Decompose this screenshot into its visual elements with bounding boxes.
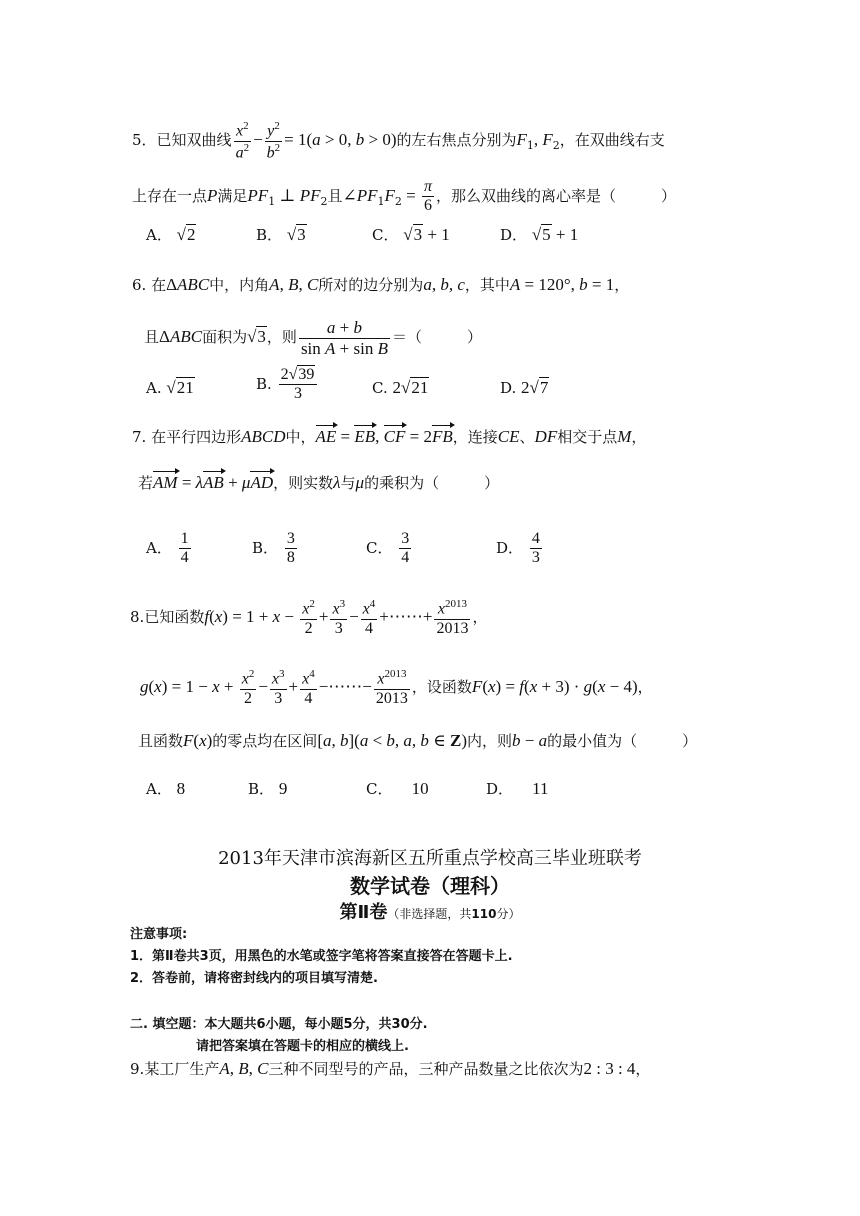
- q6-option-c: C. 2√21: [372, 378, 429, 397]
- q8-option-a: A． 8: [146, 779, 186, 798]
- q5-line2: 上存在一点P满足$PF_1$ ⊥ $PF_2$且$\angle PF_1F_2$ = $\frac{\pi}{6}$ ，那么双曲线的离心率是（ ）: [132, 178, 677, 215]
- q8-option-c: C． 10: [366, 779, 429, 798]
- q7-option-a: A． $\frac{1}{4}$: [146, 530, 189, 567]
- section-2-heading: 二. 填空题：本大题共6小题，每小题5分，共30分.: [130, 1017, 428, 1032]
- notice-title: 注意事项:: [130, 927, 188, 942]
- exam-title: 2013年天津市滨海新区五所重点学校高三毕业班联考: [218, 848, 642, 869]
- q5-option-d: D． √5 + 1: [500, 225, 579, 244]
- subject-title: 数学试卷（理科）: [350, 874, 510, 898]
- q6-frac: $\frac{a + b}{\text{sin A + sin B}}$: [300, 318, 388, 358]
- q5-frac-pi6: $\frac{\pi}{6}$: [424, 178, 433, 215]
- q6-option-b: B. $\frac{2√39}{3}$: [256, 366, 319, 404]
- notice-1: 1．第Ⅱ卷共3页，用黑色的水笔或签字笔将答案直接答在答题卡上.: [130, 949, 513, 964]
- q5-frac-y2b2: $\frac{y^2}{b^2}$: [266, 120, 281, 162]
- q7-line1: 7. 在平行四边形ABCD中，AE = EB, CF = 2FB，连接CE、DF相交于点M，: [132, 427, 647, 446]
- q8-line3: 且函数F(x)的零点均在区间[a, b](a < b, a, b ∈ Z)内，则b − a的最小值为（ ）: [138, 731, 698, 750]
- q8-option-d: D． 11: [486, 779, 549, 798]
- q7-option-c: C． $\frac{3}{4}$: [366, 530, 410, 567]
- q6-option-d: D. 2√7: [500, 378, 549, 397]
- q6-line1: 6. 在ΔABC中，内角A, B, C所对的边分别为a, b, c，其中A = 120°, b = 1，: [132, 275, 630, 294]
- q5-option-c: C． √3 + 1: [372, 225, 450, 244]
- q5-option-a: A． √2: [146, 225, 196, 244]
- q5-line1: 5．已知双曲线 $\frac{x^2}{a^2}$ − $\frac{y^2}{b^2}$ = 1(a > 0, b > 0)的左右焦点分别为$F_1$, $F_2$，在双曲线右支: [132, 120, 665, 162]
- q6-line2: 且ΔABC面积为√3，则 $\frac{a + b}{\text{sin A + sin B}}$ ＝（ ）: [144, 318, 483, 358]
- q7-option-b: B． $\frac{3}{8}$: [252, 530, 295, 567]
- q9-line1: 9.某工厂生产A, B, C三种不同型号的产品，三种产品数量之比依次为2 : 3 : 4，: [130, 1059, 651, 1078]
- q5-frac-x2a2: $\frac{x^2}{a^2}$: [235, 120, 250, 162]
- q6-option-a: A. √21: [146, 378, 194, 397]
- q7-line2: 若AM = λAB + μAD，则实数λ与μ的乘积为（ ）: [138, 473, 500, 492]
- q5-option-b: B． √3: [256, 225, 306, 244]
- section-2-instruction: 请把答案填在答题卡的相应的横线上.: [196, 1039, 409, 1054]
- q8-line1: 8.已知函数f(x) = 1 + x − $\frac{x^2}{2}$ + $\frac{x^3}{3}$ − $\frac{x^4}{4}$ +⋯⋯+ $\frac{x^{2013}}{2013}$ ，: [130, 598, 488, 637]
- q8-line2: g(x) = 1 − x + $\frac{x^2}{2}$ − $\frac{x^3}{3}$ + $\frac{x^4}{4}$ −⋯⋯− $\frac{x^{2013}}{2013}$ ，设函数F(x) = f(x + 3) · g(x − 4)，: [140, 668, 653, 707]
- q8-option-b: B． 9: [248, 779, 288, 798]
- notice-2: 2．答卷前，请将密封线内的项目填写清楚.: [130, 971, 378, 986]
- part-title: 第Ⅱ卷（非选择题，共110分）: [339, 902, 521, 923]
- q7-option-d: D． $\frac{4}{3}$: [496, 530, 540, 567]
